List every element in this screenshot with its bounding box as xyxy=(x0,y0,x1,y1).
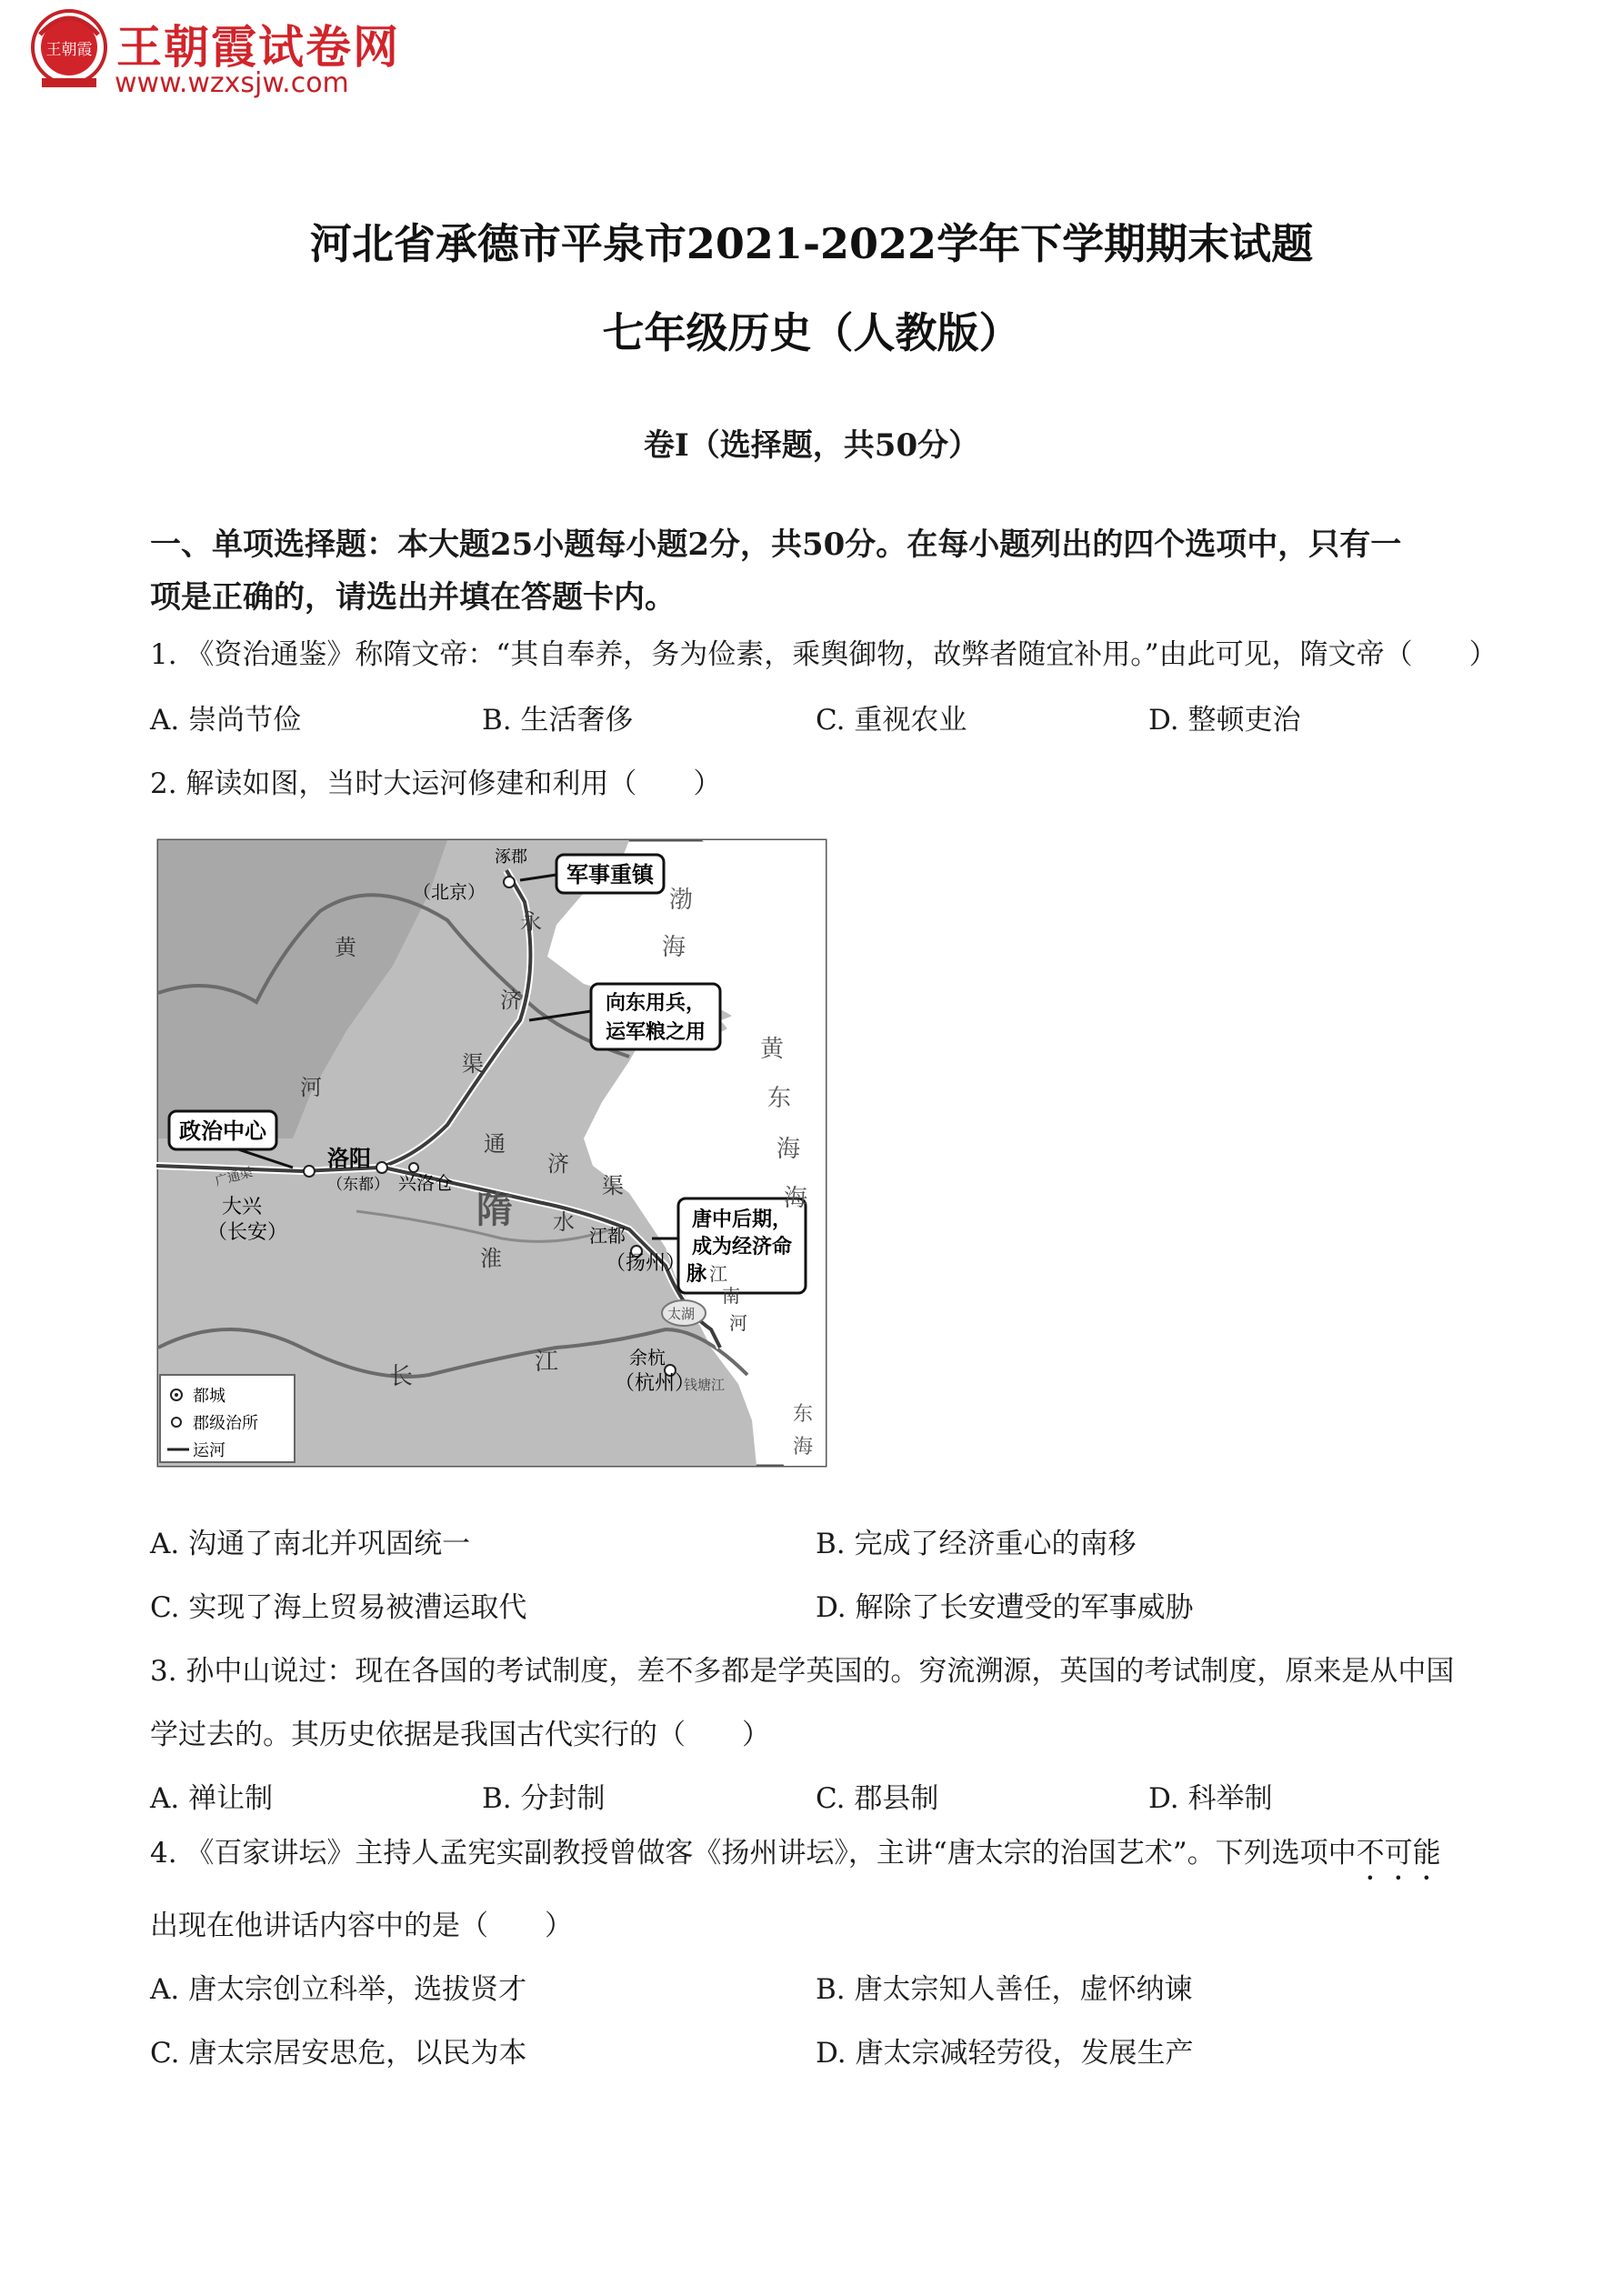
place-sui: 隋 xyxy=(476,1189,513,1231)
sea-char: 东 xyxy=(767,1085,792,1112)
callout-political: 政治中心 xyxy=(179,1118,266,1144)
river-char: 通 xyxy=(484,1131,506,1157)
question-4-option-d[interactable]: D. 唐太宗减轻劳役，发展生产 xyxy=(816,2037,1194,2070)
part-heading: 卷I（选择题，共50分） xyxy=(643,427,980,464)
place-taihu: 太湖 xyxy=(667,1306,696,1322)
legend-prefecture: 郡级治所 xyxy=(193,1414,258,1433)
question-4-option-b[interactable]: B. 唐太宗知人善任，虚怀纳谏 xyxy=(816,1973,1193,2006)
river-char: 永 xyxy=(520,909,542,935)
sea-char: 黄 xyxy=(760,1036,785,1063)
question-3-option-b[interactable]: B. 分封制 xyxy=(482,1782,606,1815)
brand-name: 王朝霞试卷网 xyxy=(116,21,400,74)
section-heading xyxy=(150,518,1487,624)
question-4-emphasis: 不可能 xyxy=(1356,1837,1441,1870)
callout-military: 军事重镇 xyxy=(566,862,654,887)
sea-char: 渤 xyxy=(669,887,694,914)
question-1-option-b[interactable]: B. 生活奢侈 xyxy=(482,704,634,737)
place-zhuojun: 涿郡 xyxy=(495,847,527,867)
question-4-stem-line2: 出现在他讲话内容中的是（ ） xyxy=(150,1910,573,1942)
river-char: 南 xyxy=(722,1285,740,1307)
sea-char: 海 xyxy=(662,934,686,961)
river-char: 济 xyxy=(500,988,522,1013)
section-heading-line1: 一、单项选择题：本大题25小题每小题2分，共50分。在每小题列出的四个选项中，只有一 xyxy=(150,526,1402,563)
river-char: 渠 xyxy=(462,1051,484,1077)
question-4-option-c[interactable]: C. 唐太宗居安思危，以民为本 xyxy=(150,2037,527,2070)
river-char: 淮 xyxy=(480,1246,502,1271)
river-char: 济 xyxy=(547,1151,569,1177)
callout-tang-line2: 成为经济命 xyxy=(691,1236,793,1258)
river-char: 长 xyxy=(389,1363,414,1390)
sea-char: 海 xyxy=(776,1136,801,1163)
river-char: 河 xyxy=(729,1312,747,1334)
question-1-option-a[interactable]: A. 崇尚节俭 xyxy=(150,704,302,737)
legend-capital: 都城 xyxy=(193,1387,225,1406)
river-char: 渠 xyxy=(602,1173,624,1198)
question-3-stem-line1: 3. 孙中山说过：现在各国的考试制度，差不多都是学英国的。穷流溯源，英国的考试制度，原来是从中国 xyxy=(150,1655,1455,1688)
question-2-option-b[interactable]: B. 完成了经济重心的南移 xyxy=(816,1528,1137,1560)
callout-east-line2: 运军粮之用 xyxy=(605,1021,706,1044)
river-char: 江 xyxy=(535,1349,559,1376)
place-changan: （长安） xyxy=(207,1221,288,1244)
sea-char: 海 xyxy=(784,1185,808,1212)
question-4-option-a[interactable]: A. 唐太宗创立科举，选拔贤才 xyxy=(150,1973,527,2006)
callout-tang-line3: 脉 xyxy=(686,1263,707,1286)
place-xingluocang: 兴洛仓 xyxy=(398,1172,453,1194)
exam-title: 河北省承德市平泉市2021-2022学年下学期期末试题 xyxy=(309,219,1314,268)
question-4-stem-text: 4. 《百家讲坛》主持人孟宪实副教授曾做客《扬州讲坛》，主讲“唐太宗的治国艺术”。下列选项中 xyxy=(150,1837,1357,1870)
question-3-stem-line2: 学过去的。其历史依据是我国古代实行的（ ） xyxy=(150,1719,770,1751)
site-url[interactable]: www.wzxsjw.com xyxy=(115,67,349,99)
callout-east-line1: 向东用兵， xyxy=(605,992,706,1015)
question-3-option-d[interactable]: D. 科举制 xyxy=(1148,1782,1273,1815)
question-2-stem: 2. 解读如图，当时大运河修建和利用（ ） xyxy=(150,767,722,800)
place-hangzhou: （杭州） xyxy=(615,1372,696,1395)
callout-tang-line1: 唐中后期， xyxy=(691,1208,793,1231)
question-2-option-a[interactable]: A. 沟通了南北并巩固统一 xyxy=(150,1528,471,1560)
place-beijing: （北京） xyxy=(413,881,486,903)
place-jiangdu: 江都 xyxy=(589,1225,626,1247)
watermark-logo xyxy=(27,7,427,103)
place-guangtong: 广通渠 xyxy=(213,1165,255,1189)
exam-subtitle: 七年级历史（人教版） xyxy=(602,308,1021,357)
place-yuhang: 余杭 xyxy=(629,1347,666,1369)
question-2-option-c[interactable]: C. 实现了海上贸易被漕运取代 xyxy=(150,1591,527,1624)
question-3-option-a[interactable]: A. 禅让制 xyxy=(150,1782,274,1815)
question-1-option-d[interactable]: D. 整顿吏治 xyxy=(1148,704,1301,737)
question-1-option-c[interactable]: C. 重视农业 xyxy=(816,704,967,737)
legend-canal: 运河 xyxy=(193,1441,225,1460)
river-char: 黄 xyxy=(335,935,356,960)
sea-char: 海 xyxy=(793,1436,814,1459)
place-qiantang: 钱塘江 xyxy=(684,1377,726,1393)
river-char: 江 xyxy=(709,1263,727,1285)
seal-logo-icon xyxy=(27,7,111,91)
sea-char: 东 xyxy=(793,1403,814,1426)
place-dongdu: （东都） xyxy=(327,1176,389,1194)
place-yangzhou: （扬州） xyxy=(606,1252,686,1275)
river-char: 水 xyxy=(553,1209,575,1235)
place-luoyang: 洛阳 xyxy=(327,1146,371,1171)
question-3-option-c[interactable]: C. 郡县制 xyxy=(816,1782,939,1815)
seal-text: 王朝霞 xyxy=(45,41,93,59)
question-2-option-d[interactable]: D. 解除了长安遭受的军事威胁 xyxy=(816,1591,1194,1624)
river-char: 河 xyxy=(300,1075,322,1100)
grand-canal-map xyxy=(156,838,827,1468)
question-4-stem-line1 xyxy=(150,1830,1441,1887)
place-daxing: 大兴 xyxy=(222,1196,263,1218)
question-1-stem: 1. 《资治通鉴》称隋文帝：“其自奉养，务为俭素，乘舆御物，故弊者随宜补用。”由此可见，隋文帝（ ） xyxy=(150,638,1498,671)
section-heading-line2: 项是正确的，请选出并填在答题卡内。 xyxy=(150,579,676,616)
